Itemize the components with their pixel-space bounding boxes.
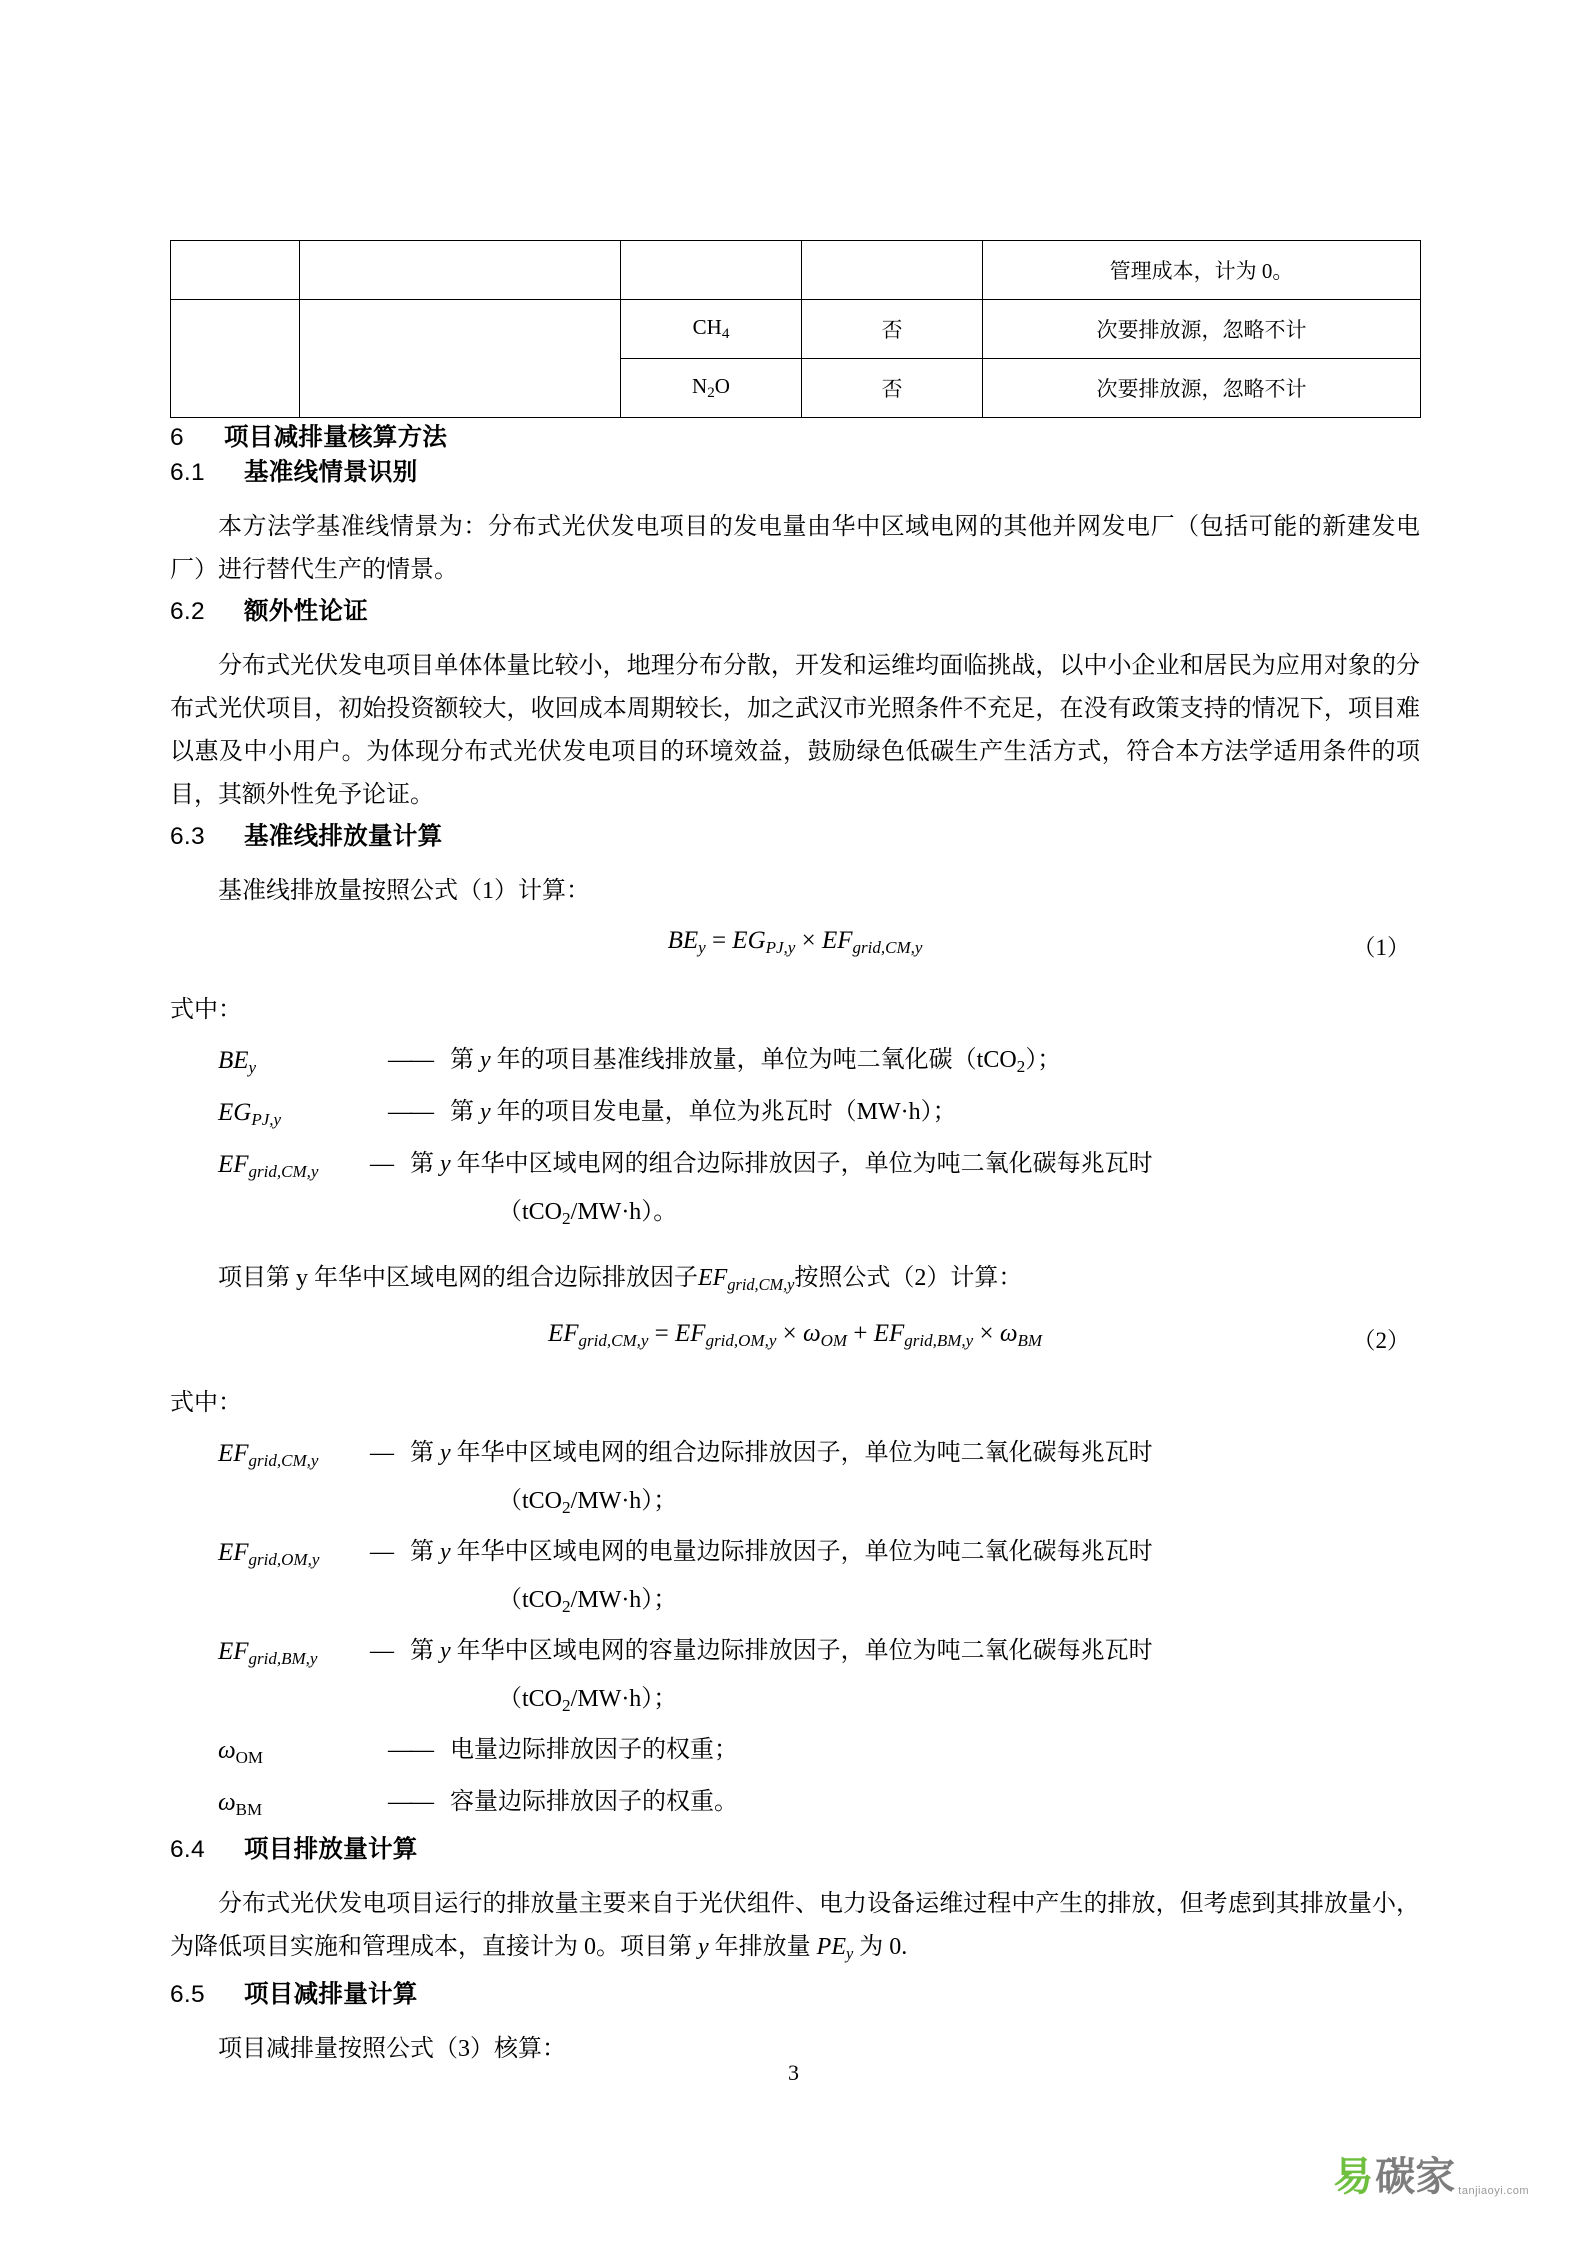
formula-1-number: （1） — [1352, 935, 1410, 960]
definition-symbol: $BE_y$ — [218, 1047, 257, 1078]
section-number: 6.3 — [170, 823, 205, 850]
definition-row — [170, 1782, 1420, 1830]
definition-list-1 — [170, 1040, 1420, 1239]
definition-dash: —— — [388, 1736, 432, 1763]
section-number: 6.1 — [170, 459, 205, 486]
definition-text: 第 y 年华中区域电网的组合边际排放因子，单位为吨二氧化碳每兆瓦时 — [410, 1151, 1153, 1178]
definition-continuation: （tCO$_2$/MW·h）； — [498, 1587, 678, 1616]
shizhong-label-1: 式中： — [170, 997, 242, 1023]
table-cell-empty-3 — [621, 241, 802, 300]
paragraph-6-3-intro-2: 项目第 y 年华中区域电网的组合边际排放因子$EF_{grid,CM,y}$按照公式（2）计算： — [218, 1265, 1023, 1294]
definition-row — [170, 1631, 1420, 1679]
section-number: 6.4 — [170, 1835, 205, 1863]
table-cell-empty-6 — [300, 300, 621, 418]
definition-dash: — — [370, 1538, 392, 1565]
definition-dash: —— — [388, 1099, 432, 1126]
section-title: 项目排放量计算 — [244, 1835, 418, 1863]
watermark-char-1: 易 — [1333, 2155, 1374, 2199]
paragraph-6-5: 项目减排量按照公式（3）核算： — [218, 2035, 566, 2062]
watermark-logo — [1333, 2157, 1529, 2197]
definition-row — [170, 1730, 1420, 1778]
page-content — [170, 240, 1420, 2071]
heading-section-6-3 — [170, 817, 1420, 852]
section-title: 额外性论证 — [244, 598, 368, 625]
definition-continuation: （tCO$_2$/MW·h）。 — [498, 1199, 678, 1229]
definition-row — [170, 1144, 1420, 1192]
definition-symbol: $EF_{grid,OM,y}$ — [218, 1538, 320, 1570]
definition-continuation: （tCO$_2$/MW·h）； — [498, 1488, 678, 1517]
definition-dash: — — [370, 1637, 392, 1664]
paragraph-6-4: 分布式光伏发电项目运行的排放量主要来自于光伏组件、电力设备运维过程中产生的排放，但考虑到其排放量小，为降低项目实施和管理成本，直接计为 0。项目第 y 年排放量 $PE_y$ 为 0. — [170, 1890, 1420, 1963]
definition-row — [170, 1433, 1420, 1481]
section-number: 6.2 — [170, 598, 205, 625]
definition-text: 第 y 年的项目基准线排放量，单位为吨二氧化碳（tCO$_2$）； — [450, 1047, 1062, 1076]
definition-symbol: $EF_{grid,BM,y}$ — [218, 1637, 318, 1668]
table-row — [171, 300, 1421, 359]
formula-2-row — [170, 1320, 1420, 1364]
definition-text: 第 y 年的项目发电量，单位为兆瓦时（MW·h）； — [450, 1099, 957, 1126]
table-cell-note-ch4: 次要排放源，忽略不计 — [983, 300, 1421, 359]
formula-2-number: （2） — [1352, 1328, 1410, 1353]
section-title: 基准线情景识别 — [244, 459, 418, 486]
heading-section-6 — [170, 418, 1420, 453]
watermark-char-2: 碳家 — [1375, 2155, 1456, 2199]
formula-1: $BE_y = EG_{PJ,y} \times EF_{grid,CM,y}$ — [667, 927, 923, 958]
definition-list-2 — [170, 1433, 1420, 1830]
definition-text: 第 y 年华中区域电网的电量边际排放因子，单位为吨二氧化碳每兆瓦时 — [410, 1538, 1153, 1565]
emission-source-table — [170, 240, 1421, 418]
section-number: 6 — [170, 424, 184, 451]
paragraph-6-3-intro: 基准线排放量按照公式（1）计算： — [218, 878, 590, 904]
definition-continuation: （tCO$_2$/MW·h）； — [498, 1685, 678, 1715]
intro2-text-a: 项目第 y 年华中区域电网的组合边际排放因子 — [218, 1265, 698, 1292]
heading-section-6-4 — [170, 1830, 1420, 1865]
definition-row — [170, 1040, 1420, 1088]
table-cell-included-n2o: 否 — [802, 359, 983, 418]
table-cell-note-n2o: 次要排放源，忽略不计 — [983, 359, 1421, 418]
definition-symbol: $\omega_{BM}$ — [218, 1788, 263, 1819]
definition-text: 电量边际排放因子的权重； — [450, 1736, 738, 1763]
definition-symbol: $EF_{grid,CM,y}$ — [218, 1440, 319, 1471]
table-row — [171, 241, 1421, 300]
definition-text: 第 y 年华中区域电网的容量边际排放因子，单位为吨二氧化碳每兆瓦时 — [410, 1637, 1153, 1664]
section-title: 项目减排量核算方法 — [224, 424, 448, 451]
section-title: 基准线排放量计算 — [244, 823, 443, 850]
table-cell-empty-4 — [802, 241, 983, 300]
table-cell-empty-2 — [300, 241, 621, 300]
intro2-text-b: 按照公式（2）计算： — [794, 1265, 1023, 1292]
heading-section-6-5 — [170, 1975, 1420, 2010]
formula-2: $EF_{grid,CM,y} = EF_{grid,OM,y} \times \omega_{OM} + EF_{grid,BM,y} \times \omega_{BM}$ — [547, 1320, 1043, 1351]
definition-dash: —— — [388, 1047, 432, 1073]
section-number: 6.5 — [170, 1980, 205, 2008]
table-cell-gas-n2o: $N_2O$ — [621, 359, 802, 418]
page-number: 3 — [788, 2060, 799, 2085]
definition-dash: —— — [388, 1788, 432, 1815]
table-cell-included-ch4: 否 — [802, 300, 983, 359]
definition-dash: — — [370, 1151, 392, 1178]
formula-1-row — [170, 927, 1420, 971]
definition-symbol: $EG_{PJ,y}$ — [218, 1099, 282, 1130]
definition-text: 第 y 年华中区域电网的组合边际排放因子，单位为吨二氧化碳每兆瓦时 — [410, 1440, 1153, 1466]
heading-section-6-2 — [170, 592, 1420, 627]
definition-symbol: $EF_{grid,CM,y}$ — [218, 1151, 319, 1182]
table-cell-empty-5 — [171, 300, 300, 418]
watermark-subtext: tanjiaoyi.com — [1458, 2185, 1529, 2197]
definition-dash: — — [370, 1440, 392, 1466]
table-cell-note-1: 管理成本，计为 0。 — [983, 241, 1421, 300]
definition-row — [170, 1532, 1420, 1580]
paragraph-6-1: 本方法学基准线情景为：分布式光伏发电项目的发电量由华中区域电网的其他并网发电厂（包括可能的新建发电厂）进行替代生产的情景。 — [170, 514, 1420, 583]
definition-text: 容量边际排放因子的权重。 — [450, 1788, 738, 1815]
definition-row — [170, 1092, 1420, 1140]
heading-section-6-1 — [170, 453, 1420, 488]
table-cell-gas-ch4: $CH_4$ — [621, 300, 802, 359]
shizhong-label-2: 式中： — [170, 1390, 242, 1416]
paragraph-6-2: 分布式光伏发电项目单体体量比较小，地理分布分散，开发和运维均面临挑战，以中小企业和居民为应用对象的分布式光伏项目，初始投资额较大，收回成本周期较长，加之武汉市光照条件不充足，在没有政策支持的情况下，项目难以惠及中小用户。为体现分布式光伏发电项目的环境效益，鼓励绿色低碳生产生活方式，符合本方法学适用条件的项目，其额外性免予论证。 — [170, 653, 1420, 808]
section-title: 项目减排量计算 — [244, 1980, 418, 2008]
table-cell-empty-1 — [171, 241, 300, 300]
definition-symbol: $\omega_{OM}$ — [218, 1736, 264, 1767]
